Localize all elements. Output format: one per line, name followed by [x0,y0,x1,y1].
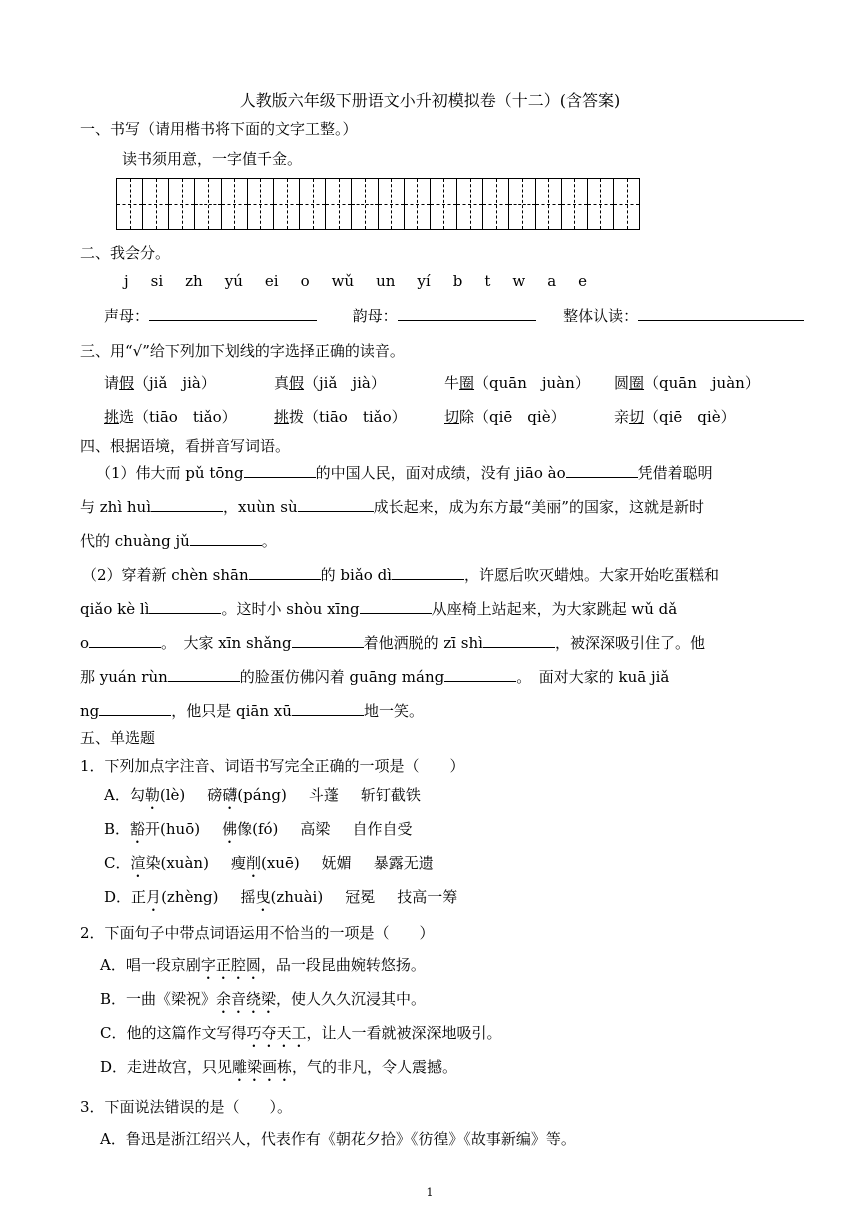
p1-line-2 [80,496,704,517]
pron-py: （qiē qiè） [474,408,566,426]
p2-line-4 [80,666,669,687]
pinyin-letter: wǔ [331,272,355,290]
pron-post: 除 [459,408,475,426]
p2-text-b: 的 biǎo dì [320,566,392,584]
q1-label: C． [104,854,131,872]
grid-cell[interactable] [300,179,326,229]
grid-cell[interactable] [562,179,588,229]
pron-py: （jiǎ jià） [304,374,386,392]
p2-text-f: 从座椅上站起来，为大家跳起 wǔ dǎ [431,600,678,618]
pron-u: 假 [289,374,305,392]
p2-text-e: 。这时小 shòu xīng [221,600,360,618]
section-1-heading: 一、书写（请用楷书将下面的文字工整。） [80,120,358,138]
q2-dot: 雕梁画栋 [232,1058,293,1076]
grid-cell[interactable] [457,179,483,229]
pron-pre: 真 [274,374,290,392]
q1-option[interactable] [104,818,412,847]
pron-py: （quān juàn） [474,374,590,392]
p1-text-f: 成长起来，成为东方最“美丽”的国家，这就是新时 [373,498,704,516]
pron-u: 圈 [459,374,475,392]
blank[interactable] [298,510,374,512]
grid-cell[interactable] [248,179,274,229]
q2-a: A．唱一段京剧 [100,956,201,974]
q1-w1b: 渲 [130,854,146,872]
blank[interactable] [151,510,223,512]
pinyin-letter: b [452,272,463,290]
p1-text-a: （1）伟大而 pǔ tōng [96,464,244,482]
grid-cell[interactable] [117,179,143,229]
grid-cell[interactable] [195,179,221,229]
pron-pre: 牛 [444,374,460,392]
pinyin-letter: yí [417,272,431,290]
yunmu-label: 韵母： [352,307,398,325]
pron-item[interactable] [274,372,444,393]
q1-w1a: 正 [131,888,147,906]
q2-b: ，让人一看就被深深地吸引。 [306,1024,502,1042]
p1-text-g: 代的 chuàng jǔ [80,532,190,550]
q1-w2c: 像(fó) [237,820,279,838]
q2-option[interactable] [100,988,426,1017]
pinyin-letters [124,272,609,290]
pinyin-letter: j [124,272,129,290]
writing-grid[interactable] [116,178,640,230]
q1-w2a: 磅 [207,786,223,804]
q1-label: A． [104,786,130,804]
p1-text-d: 与 zhì huì [80,498,152,516]
p2-text-g: o [80,634,90,652]
grid-cell[interactable] [431,179,457,229]
p2-text-a: （2）穿着新 chèn shān [82,566,249,584]
p2-line-1 [82,564,719,585]
q1-w1c: 开(huō) [145,820,201,838]
grid-cell[interactable] [614,179,639,229]
shengmu-label: 声母： [104,307,150,325]
p2-text-d: qiǎo kè lì [80,600,150,618]
q2-option[interactable] [100,1022,502,1051]
grid-cell[interactable] [143,179,169,229]
grid-cell[interactable] [509,179,535,229]
q1-w4: 技高一筹 [397,888,458,906]
section-1-text: 读书须用意，一字值千金。 [122,150,303,168]
q1-w2b: 削 [245,854,261,872]
fill-row [104,305,804,326]
p2-text-c: ，许愿后吹灭蜡烛。大家开始吃蛋糕和 [463,566,719,584]
pron-item[interactable] [104,406,274,427]
q2-dot: 巧夺天工 [246,1024,307,1042]
q1-w3: 高梁 [300,820,331,838]
q1-w1b: 豁 [130,820,146,838]
pron-py: （tiāo tiǎo） [134,408,237,426]
grid-cell[interactable] [326,179,352,229]
q2-option[interactable] [100,954,426,983]
q2-stem: 2．下面句子中带点词语运用不恰当的一项是（ ） [80,924,435,942]
q1-w1a: 勾 [129,786,145,804]
q1-stem: 1．下列加点字注音、词语书写完全正确的一项是（ ） [80,757,465,775]
section-3-heading: 三、用“√”给下列加下划线的字选择正确的读音。 [80,342,405,360]
p1-text-h: 。 [261,532,277,550]
q1-w1b: 勒 [144,786,160,804]
pinyin-letter: si [150,272,164,290]
p1-text-c: 凭借着聪明 [637,464,713,482]
q1-w1b: 月 [146,888,162,906]
q1-w2a: 摇 [240,888,256,906]
q1-label: B． [104,820,131,838]
q2-b: ，气的非凡，令人震撼。 [292,1058,458,1076]
pron-item[interactable] [444,406,614,427]
pron-row-1 [104,372,814,393]
blank[interactable] [483,646,555,648]
pron-post: 拨 [289,408,305,426]
zhengti-label: 整体认读： [563,307,639,325]
pron-pre: 亲 [614,408,630,426]
q1-w3: 斗蓬 [308,786,339,804]
p1-line-1 [96,462,713,483]
q1-w3: 妩媚 [321,854,352,872]
blank[interactable] [292,646,364,648]
q1-w3: 冠冕 [345,888,376,906]
q1-w4: 暴露无遗 [373,854,434,872]
p2-line-2 [80,598,677,619]
q2-a: C．他的这篇作文写得 [100,1024,247,1042]
pinyin-letter: a [547,272,557,290]
pron-py: （tiāo tiǎo） [304,408,407,426]
pron-pre: 圆 [614,374,630,392]
q3-option-a[interactable]: A．鲁迅是浙江绍兴人，代表作有《朝花夕拾》《彷徨》《故事新编》等。 [100,1130,576,1148]
blank[interactable] [149,612,221,614]
p2-text-o: ，他只是 qiān xū [171,702,292,720]
blank[interactable] [392,578,464,580]
p2-text-m: 。 面对大家的 kuā jiǎ [516,668,670,686]
pron-u: 切 [629,408,645,426]
q2-dot: 余音绕梁 [216,990,277,1008]
pron-pre: 请 [104,374,120,392]
pinyin-letter: un [376,272,396,290]
pron-py: （quān juàn） [644,374,760,392]
pinyin-letter: w [512,272,526,290]
pron-item[interactable] [274,406,444,427]
pron-u: 挑 [274,408,290,426]
grid-cell[interactable] [222,179,248,229]
q1-w1c: (zhèng) [161,888,219,906]
blank[interactable] [249,578,321,580]
pinyin-letter: yú [224,272,243,290]
pron-item[interactable] [614,406,814,427]
grid-cell[interactable] [169,179,195,229]
p2-text-i: 着他洒脱的 zī shì [363,634,483,652]
q2-option[interactable] [100,1056,457,1085]
pinyin-letter: o [300,272,310,290]
q1-w2b: 佛 [222,820,238,838]
q1-w2b: 礴 [222,786,238,804]
grid-cell[interactable] [274,179,300,229]
yunmu-blank[interactable] [398,319,536,321]
pron-row-2 [104,406,814,427]
blank[interactable] [244,476,316,478]
q1-label: D． [104,888,132,906]
pinyin-letter: ei [264,272,279,290]
q1-option[interactable] [104,784,421,813]
grid-cell[interactable] [352,179,378,229]
section-2-heading: 二、我会分。 [80,244,171,262]
q1-w2a: 瘦 [230,854,246,872]
p1-text-b: 的中国人民，面对成绩，没有 jiāo ào [315,464,566,482]
p2-text-l: 的脸蛋仿佛闪着 guāng máng [239,668,445,686]
grid-cell[interactable] [379,179,405,229]
q2-a: D．走进故宫，只见 [100,1058,233,1076]
grid-cell[interactable] [405,179,431,229]
pron-u: 切 [444,408,460,426]
pron-py: （qiē qiè） [644,408,736,426]
pinyin-letter: zh [185,272,203,290]
p1-line-3 [80,530,277,551]
q1-w2b: 曳 [255,888,271,906]
p2-text-p: 地一笑。 [363,702,424,720]
pinyin-letter: e [578,272,588,290]
blank[interactable] [190,544,262,546]
section-5-heading: 五、单选题 [80,729,156,747]
blank[interactable] [566,476,638,478]
q1-w1c: 染(xuàn) [145,854,209,872]
zhengti-blank[interactable] [638,319,804,321]
q1-option[interactable] [104,886,457,915]
q1-w2c: (páng) [237,786,287,804]
pron-u: 假 [119,374,135,392]
blank[interactable] [444,680,516,682]
pron-py: （jiǎ jià） [134,374,216,392]
blank[interactable] [89,646,161,648]
p2-text-h: 。 大家 xīn shǎng [161,634,292,652]
grid-cell[interactable] [588,179,614,229]
q1-w4: 斩钉截铁 [360,786,421,804]
page-title: 人教版六年级下册语文小升初模拟卷（十二）(含答案) [239,91,621,110]
p1-text-e: ，xuùn sù [223,498,298,516]
pron-u: 圈 [629,374,645,392]
q1-w1c: (lè) [159,786,186,804]
q2-a: B．一曲《梁祝》 [100,990,217,1008]
q2-dot: 字正腔圆 [200,956,261,974]
p2-text-k: 那 yuán rùn [80,668,168,686]
q1-w2c: (zhuài) [270,888,324,906]
grid-cell[interactable] [483,179,509,229]
pron-item[interactable] [614,372,814,393]
p2-text-n: ng [80,702,100,720]
q1-option[interactable] [104,852,434,881]
page-number: 1 [426,1186,434,1199]
pron-post: 选 [119,408,135,426]
q3-stem: 3．下面说法错误的是（ ）。 [80,1098,293,1116]
blank[interactable] [168,680,240,682]
p2-text-j: ，被深深吸引住了。他 [554,634,705,652]
pron-item[interactable] [104,372,274,393]
section-4-heading: 四、根据语境，看拼音写词语。 [80,437,291,455]
q1-w2c: (xuē) [260,854,300,872]
q1-w4: 自作自受 [352,820,413,838]
pron-u: 挑 [104,408,120,426]
blank[interactable] [99,714,171,716]
p2-line-5 [80,700,424,721]
q2-b: ，品一段昆曲婉转悠扬。 [260,956,426,974]
pron-item[interactable] [444,372,614,393]
p2-line-3 [80,632,705,653]
blank[interactable] [360,612,432,614]
grid-cell[interactable] [536,179,562,229]
q2-b: ，使人久久沉浸其中。 [276,990,427,1008]
shengmu-blank[interactable] [149,319,317,321]
blank[interactable] [292,714,364,716]
pinyin-letter: t [484,272,491,290]
